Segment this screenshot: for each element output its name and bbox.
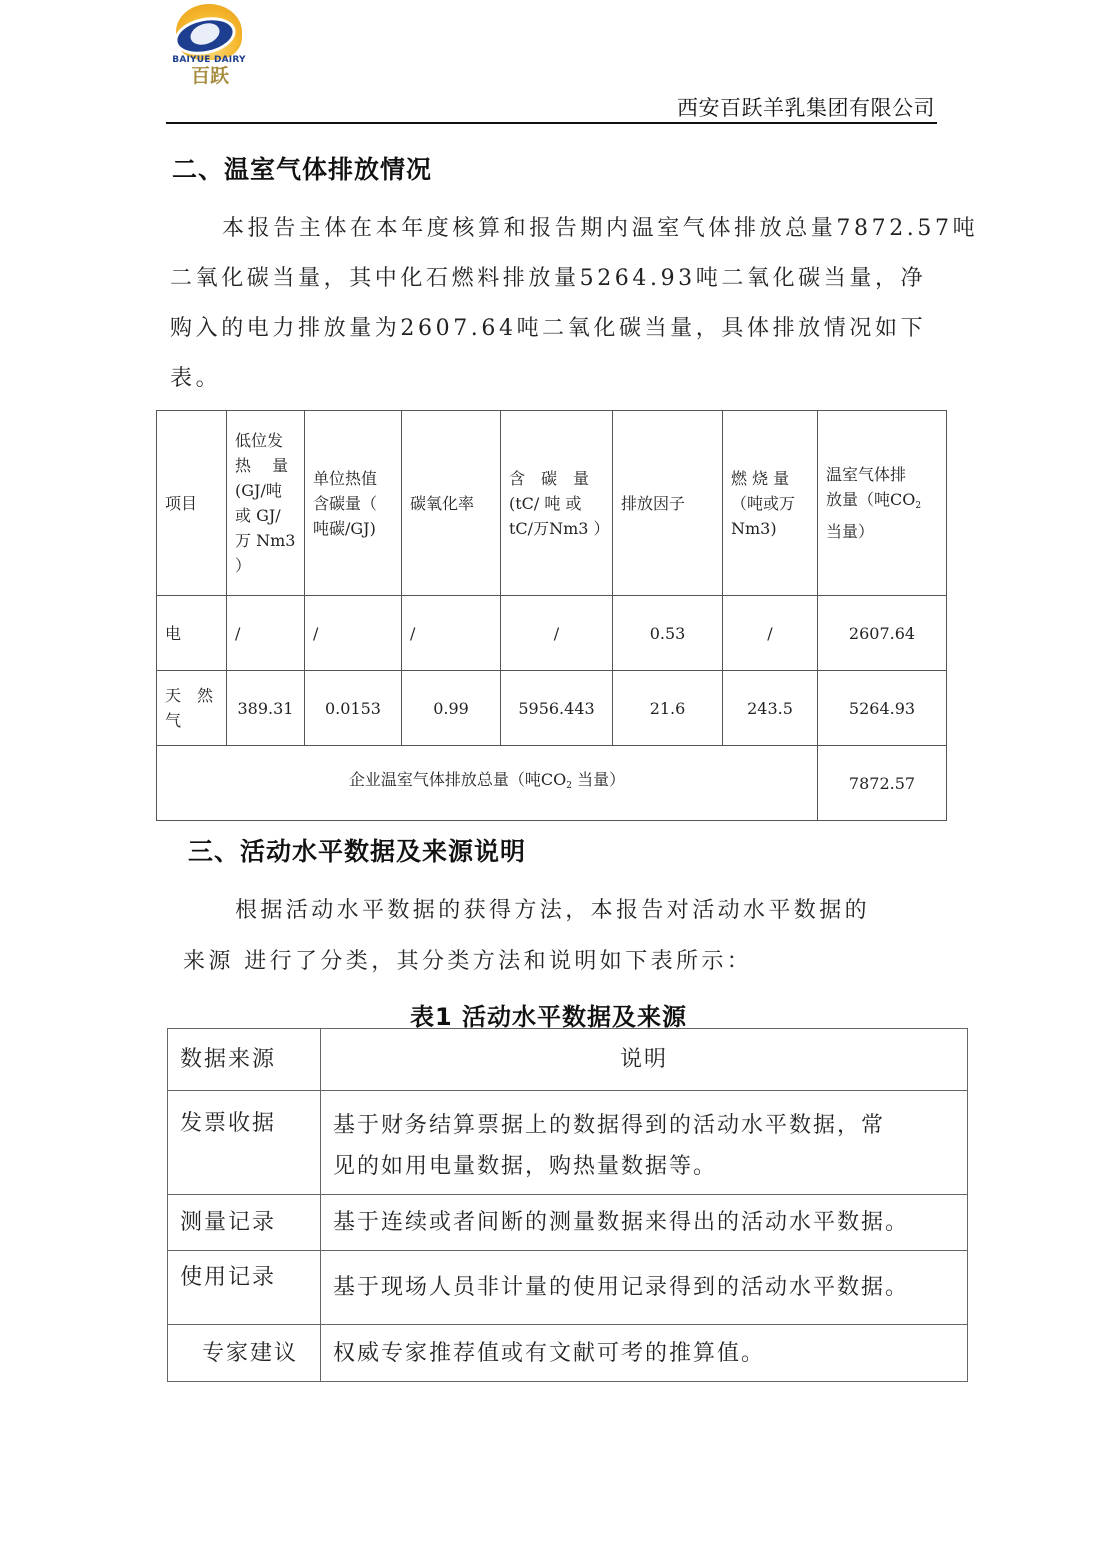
company-logo [170,2,248,88]
row-description: 权威专家推荐值或有文献可考的推算值。 [321,1325,968,1382]
header-description: 说明 [321,1029,968,1091]
row-item: 电 [157,596,227,671]
row-value: 5956.443 [501,671,613,746]
source-header-row [168,1029,968,1091]
header-carbon-per-heat: 单位热值 含碳量（ 吨碳/GJ) [305,411,402,596]
header-ghg-emissions: 温室气体排 放量（吨$CO_2$ 当量） [818,411,947,596]
header-divider [166,122,937,124]
header-source: 数据来源 [168,1029,321,1091]
total-value: 7872.57 [818,746,947,821]
table-row-electricity [157,596,947,671]
logo-brand-cn: 百跃 [190,65,229,87]
section2-para-line-3: 购入的电力排放量为2607.64吨二氧化碳当量，具体排放情况如下 [170,316,927,341]
section2-para-line-4: 表。 [170,366,222,391]
row-description: 基于连续或者间断的测量数据来得出的活动水平数据。 [321,1195,968,1251]
section3-para-line-1: 根据活动水平数据的获得方法，本报告对活动水平数据的 [235,898,871,923]
table-row [168,1091,968,1195]
row-item: 天 然 气 [157,671,227,746]
row-value: / [501,596,613,671]
row-value: / [402,596,501,671]
section3-para-line-2: 来源 进行了分类，其分类方法和说明如下表所示： [183,949,753,974]
total-label: 企业温室气体排放总量（吨$CO_2$ 当量） [157,746,818,821]
row-description: 基于财务结算票据上的数据得到的活动水平数据，常 见的如用电量数据，购热量数据等。 [321,1091,968,1195]
row-value: / [723,596,818,671]
logo-brand-en: BAIYUE DAIRY [172,55,246,65]
row-source: 专家建议 [168,1325,321,1382]
row-source: 使用记录 [168,1251,321,1325]
row-value: 0.53 [613,596,723,671]
row-value: / [305,596,402,671]
header-emission-factor: 排放因子 [613,411,723,596]
emissions-table [156,410,947,821]
row-value: 21.6 [613,671,723,746]
header-ncv: 低位发 热 量 (GJ/吨 或 GJ/ 万 Nm3 ） [227,411,305,596]
row-value: 389.31 [227,671,305,746]
header-carbon-content: 含 碳 量 (tC/ 吨 或 tC/万Nm3 ） [501,411,613,596]
table-row-natural-gas [157,671,947,746]
table-row-total [157,746,947,821]
row-source: 发票收据 [168,1091,321,1195]
row-source: 测量记录 [168,1195,321,1251]
row-value: 0.0153 [305,671,402,746]
row-value: / [227,596,305,671]
table-row [168,1325,968,1382]
section2-para-line-2: 二氧化碳当量，其中化石燃料排放量5264.93吨二氧化碳当量，净 [170,266,927,291]
section3-title: 三、活动水平数据及来源说明 [188,837,527,866]
row-value: 0.99 [402,671,501,746]
row-value: 2607.64 [818,596,947,671]
emissions-header-row [157,411,947,596]
header-item: 项目 [157,411,227,596]
row-value: 5264.93 [818,671,947,746]
section2-title: 二、温室气体排放情况 [172,155,433,184]
header-combustion-amount: 燃 烧 量 （吨或万 Nm3) [723,411,818,596]
table-row [168,1251,968,1325]
row-description: 基于现场人员非计量的使用记录得到的活动水平数据。 [321,1251,968,1325]
table-row [168,1195,968,1251]
activity-source-table [167,1028,968,1382]
row-value: 243.5 [723,671,818,746]
table1-caption: 表1 活动水平数据及来源 [410,1003,688,1031]
company-name: 西安百跃羊乳集团有限公司 [677,96,935,120]
header-oxidation-rate: 碳氧化率 [402,411,501,596]
section2-para-line-1: 本报告主体在本年度核算和报告期内温室气体排放总量7872.57吨 [222,216,979,241]
